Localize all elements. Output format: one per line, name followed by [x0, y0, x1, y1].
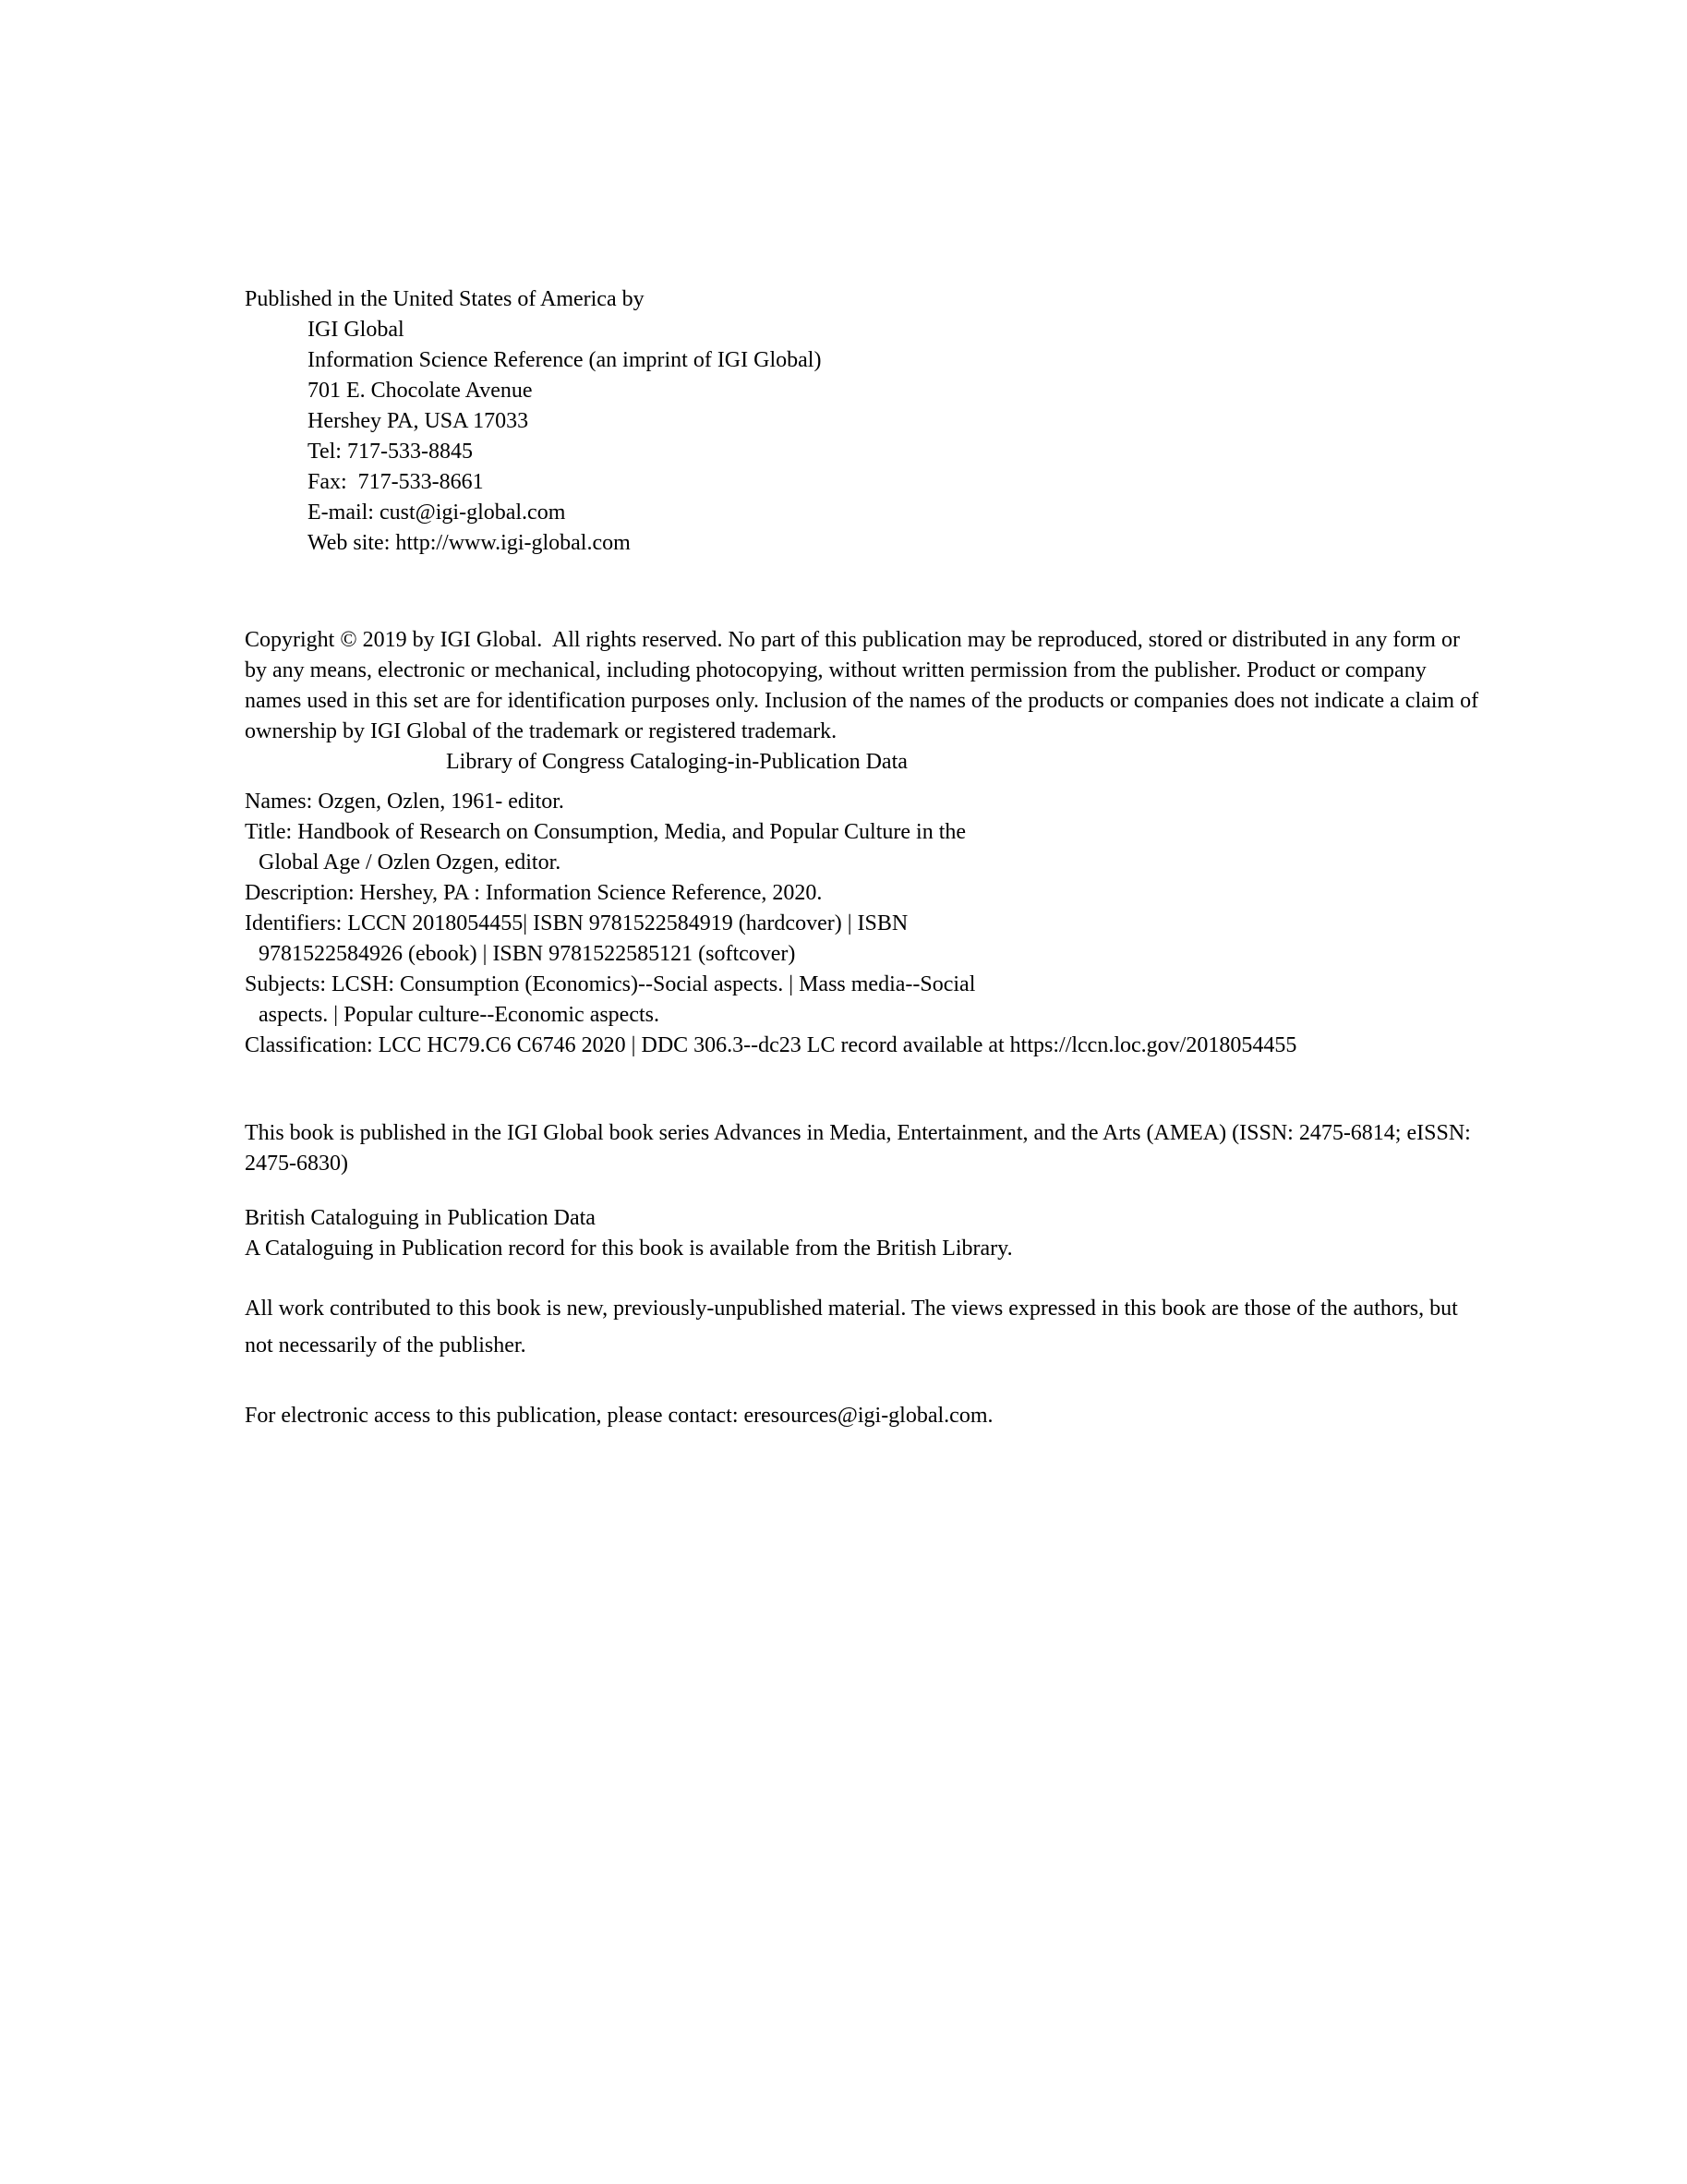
cip-identifiers-line: Identifiers: LCCN 2018054455| ISBN 9781522584919 (hardcover) | ISBN: [245, 911, 909, 935]
cip-description-line: Description: Hershey, PA : Information Science Reference, 2020.: [245, 881, 823, 905]
website-line: Web site: http://www.igi-global.com: [307, 531, 631, 555]
copyright-notice: Copyright © 2019 by IGI Global. All rights reserved. No part of this publication may be reproduced, stored or distributed in any form or by any means, electronic or mechanical, including photocopying, without written permission from the publisher. Product or company names used in this set are for identification purposes only. Inclusion of the names of the products or companies does not indicate a claim of ownership by IGI Global of the trademark or registered trademark.: [245, 628, 1485, 743]
email-line: E-mail: cust@igi-global.com: [307, 501, 566, 525]
city-address-line: Hershey PA, USA 17033: [307, 409, 529, 433]
cip-title-line: Title: Handbook of Research on Consumption, Media, and Popular Culture in the: [245, 820, 967, 844]
copyright-page: [245, 284, 1487, 1431]
book-series-paragraph: This book is published in the IGI Global book series Advances in Media, Entertainment, and the Arts (AMEA) (ISSN: 2475-6814; eISSN: 2475-6830): [245, 1121, 1476, 1176]
british-cataloguing-text: A Cataloguing in Publication record for this book is available from the British Library.: [245, 1237, 1013, 1261]
disclaimer-paragraph: All work contributed to this book is new, previously-unpublished material. The views expressed in this book are those of the authors, but not necessarily of the publisher.: [245, 1297, 1464, 1357]
cip-subjects-line: Subjects: LCSH: Consumption (Economics)--Social aspects. | Mass media--Social: [245, 972, 976, 996]
electronic-access-line: For electronic access to this publication, please contact: eresources@igi-global.com.: [245, 1404, 994, 1428]
cip-title-continuation-line: Global Age / Ozlen Ozgen, editor.: [259, 851, 561, 875]
telephone-line: Tel: 717-533-8845: [307, 440, 473, 464]
cip-classification-line: Classification: LCC HC79.C6 C6746 2020 | DDC 306.3--dc23 LC record available at https://lccn.loc.gov/2018054455: [245, 1033, 1297, 1057]
loc-cataloging-heading: Library of Congress Cataloging-in-Publication Data: [446, 750, 908, 774]
imprint-line: Information Science Reference (an imprint of IGI Global): [307, 348, 822, 372]
fax-line: Fax: 717-533-8661: [307, 470, 484, 494]
cip-identifiers-continuation-line: 9781522584926 (ebook) | ISBN 9781522585121 (softcover): [259, 942, 796, 966]
british-cataloguing-heading: British Cataloguing in Publication Data: [245, 1206, 596, 1230]
cip-subjects-continuation-line: aspects. | Popular culture--Economic aspects.: [259, 1003, 659, 1027]
publisher-name-line: IGI Global: [307, 318, 404, 342]
cip-data-block: [245, 787, 1487, 1061]
published-in-line: Published in the United States of America by: [245, 287, 645, 311]
publisher-block: [245, 284, 1487, 559]
cip-names-line: Names: Ozgen, Ozlen, 1961- editor.: [245, 790, 564, 814]
street-address-line: 701 E. Chocolate Avenue: [307, 379, 533, 403]
british-cataloguing-block: [245, 1203, 1487, 1264]
